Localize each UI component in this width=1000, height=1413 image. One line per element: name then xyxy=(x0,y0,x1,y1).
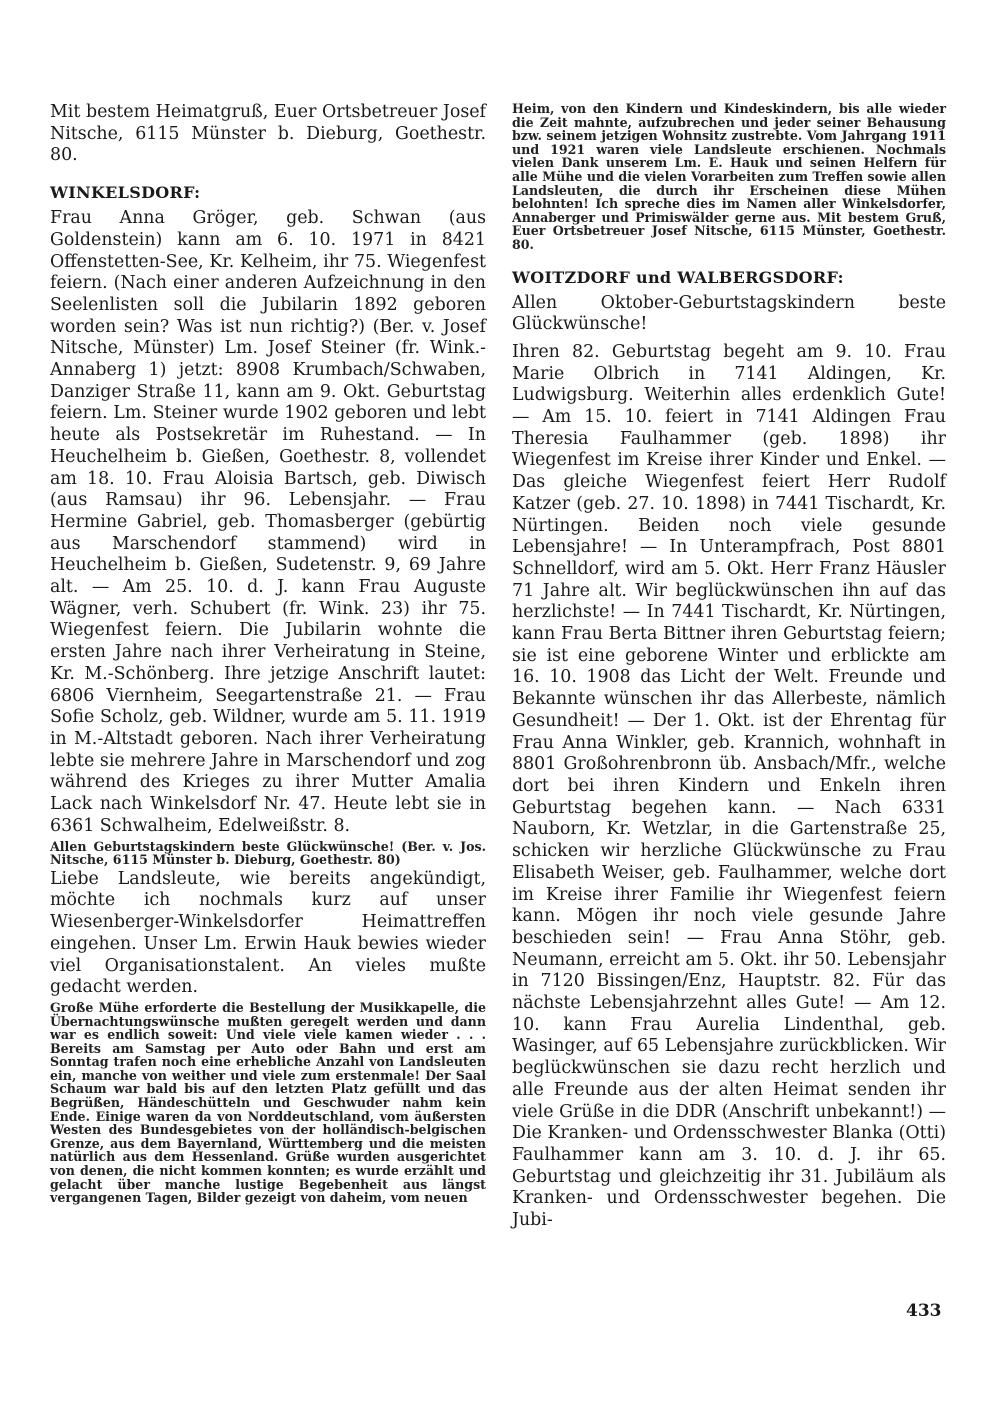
section-heading-woitzdorf: WOITZDORF und WALBERGSDORF: xyxy=(512,267,844,287)
heimattreffen-report: Große Mühe erforderte die Bestellung der Musikkapelle, die Übernachtungswünsche mußten geregelt werden und dann war es endlich soweit: Und viele viele kamen wieder . . . Bereits am Samstag per Auto oder Bahn und erst am Sonntag trafen noch eine erhebliche Anzahl von Landsleuten ein, manche von weither und viele zum erstenmale! Der Saal Schaum war bald bis auf den letzten Platz gefüllt und das Begrüßen, Händeschütteln und Geschwuder nahm kein Ende. Einige waren da von Norddeutschland, vom äußersten Westen des Bundesgebietes von der holländisch-belgischen Grenze, aus dem Bayernland, Württemberg und die meisten natürlich aus dem Hessenland. Grüße wurden ausgerichtet von denen, die nicht kommen konnten; es wurde erzählt und gelacht über manche lustige Begebenheit aus längst vergangenen Tagen, Bilder gezeigt von daheim, vom neuen xyxy=(50,999,486,1206)
page-number: 433 xyxy=(906,1301,942,1321)
left-column xyxy=(50,102,486,1205)
right-column xyxy=(512,102,946,1232)
woitzdorf-birthdays: Ihren 82. Geburtstag begeht am 9. 10. Frau Marie Olbrich in 7141 Aldingen, Kr. Ludwigsburg. Weiterhin alles erdenklich Gute! — Am 15. 10. feiert in 7141 Aldingen Frau Theresia Faulhammer (geb. 1898) ihr Wiegenfest im Kreise ihrer Kinder und Enkel. — Das gleiche Wiegenfest feiert Herr Rudolf Katzer (geb. 27. 10. 1898) in 7441 Tischardt, Kr. Nürtingen. Beiden noch viele gesunde Lebensjahre! — In Unterampfrach, Post 8801 Schnelldorf, wird am 5. Okt. Herr Franz Häusler 71 Jahre alt. Wir beglückwünschen ihn auf das herzlichste! — In 7441 Tischardt, Kr. Nürtingen, kann Frau Berta Bittner ihren Geburtstag feiern; sie ist eine geborene Winter und erblickte am 16. 10. 1908 das Licht der Welt. Freunde und Bekannte wünschen ihr das Allerbeste, nämlich Gesundheit! — Der 1. Okt. ist der Ehrentag für Frau Anna Winkler, geb. Krannich, wohnhaft in 8801 Großohrenbronn üb. Ansbach/Mfr., welche dort bei ihren Kindern und Enkeln ihren Geburtstag begehen kann. — Nach 6331 Nauborn, Kr. Wetzlar, in die Gartenstraße 25, schicken wir herzliche Glückwünsche zu Frau Elisabeth Weiser, geb. Faulhammer, welche dort im Kreise ihrer Familie ihr Wiegenfest feiern kann. Mögen ihr noch viele gesunde Jahre beschieden sein! — Frau Anna Stöhr, geb. Neumann, erreicht am 5. Okt. ihr 50. Lebensjahr in 7120 Bissingen/Enz, Hauptstr. 82. Für das nächste Lebensjahrzehnt alles Gute! — Am 12. 10. kann Frau Aurelia Lindenthal, geb. Wasinger, auf 65 Lebensjahre zurückblicken. Wir beglückwünschen sie dazu recht herzlich und alle Freunde aus der alten Heimat senden ihr viele Grüße in die DDR (Anschrift unbekannt!) — Die Kranken- und Ordensschwester Blanka (Otti) Faulhammer kann am 3. 10. d. J. ihr 65. Geburtstag und gleichzeitig ihr 31. Jubiläum als Kranken- und Ordensschwester begehen. Die Jubi- xyxy=(512,341,946,1231)
section-heading-winkelsdorf: WINKELSDORF: xyxy=(50,183,201,203)
winkelsdorf-birthdays: Frau Anna Gröger, geb. Schwan (aus Goldenstein) kann am 6. 10. 1971 in 8421 Offenstetten-See, Kr. Kelheim, ihr 75. Wiegenfest feiern. (Nach einer anderen Aufzeichnung in den Seelenlisten soll die Jubilarin 1892 geboren worden sein? Was ist nun richtig?) (Ber. v. Josef Nitsche, Münster) Lm. Josef Steiner (fr. Wink.-Annaberg 1) jetzt: 8908 Krumbach/Schwaben, Danziger Straße 11, kann am 9. Okt. Geburtstag feiern. Lm. Steiner wurde 1902 geboren und lebt heute als Postsekretär im Ruhestand. — In Heuchelheim b. Gießen, Goethestr. 8, vollendet am 18. 10. Frau Aloisia Bartsch, geb. Diwisch (aus Ramsau) ihr 96. Lebensjahr. — Frau Hermine Gabriel, geb. Thomasberger (gebürtig aus Marschendorf stammend) wird in Heuchelheim b. Gießen, Sudetenstr. 9, 69 Jahre alt. — Am 25. 10. d. J. kann Frau Auguste Wägner, verh. Schubert (fr. Wink. 23) ihr 75. Wiegenfest feiern. Die Jubilarin wohnte die ersten Jahre nach ihrer Verheiratung in Steine, Kr. M.-Schönberg. Ihre jetzige Anschrift lautet: 6806 Viernheim, Seegartenstraße 21. — Frau Sofie Scholz, geb. Wildner, wurde am 5. 11. 1919 in M.-Altstadt geboren. Nach ihrer Verheiratung lebte sie mehrere Jahre in Marschendorf und zog während des Krieges zu ihrer Mutter Amalia Lack nach Winkelsdorf Nr. 47. Heute lebt sie in 6361 Schwalheim, Edelweißstr. 8. xyxy=(50,208,486,836)
closing-greeting: Mit bestem Heimatgruß, Euer Ortsbetreuer Josef Nitsche, 6115 Münster b. Dieburg, Goethestr. 80. xyxy=(50,102,486,166)
woitzdorf-intro: Allen Oktober-Geburtstagskindern beste Glückwünsche! xyxy=(512,292,946,335)
heimattreffen-intro: Liebe Landsleute, wie bereits angekündigt, möchte ich nochmals kurz auf unser Wiesenberger-Winkelsdorfer Heimattreffen eingehen. Unser Lm. Erwin Hauk bewies wieder viel Organisationstalent. An vieles mußte gedacht werden. xyxy=(50,868,486,998)
winkelsdorf-wishes: Allen Geburtstagskindern beste Glückwünsche! (Ber. v. Jos. Nitsche, 6115 Münster b. Dieburg, Goethestr. 80) xyxy=(50,838,486,868)
heimattreffen-report-continued: Heim, von den Kindern und Kindeskindern, bis alle wieder die Zeit mahnte, aufzubrechen und jeder seiner Behausung bzw. seinem jetzigen Wohnsitz zustrebte. Vom Jahrgang 1911 und 1921 waren viele Landsleute erschienen. Nochmals vielen Dank unserem Lm. E. Hauk und seinen Helfern für alle Mühe und die vielen Vorarbeiten zum Treffen sowie allen Landsleuten, die durch ihr Erscheinen diese Mühen belohnten! Ich spreche dies im Namen aller Winkelsdorfer, Annaberger und Primiswälder gerne aus. Mit bestem Gruß, Euer Ortsbetreuer Josef Nitsche, 6115 Münster, Goethestr. 80. xyxy=(512,101,946,252)
